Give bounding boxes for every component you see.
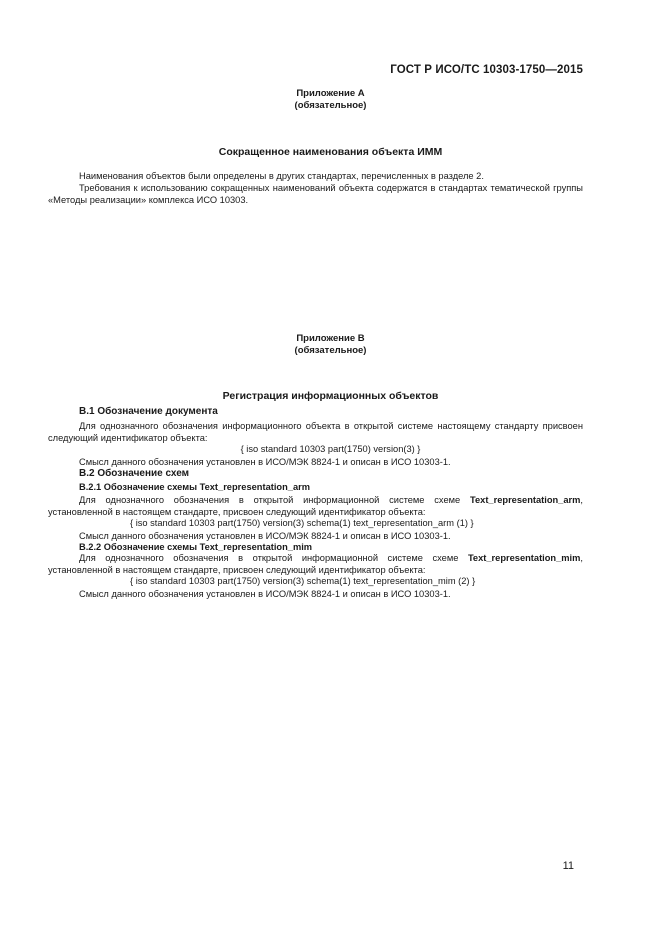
- section-b1-paragraph-2: Смысл данного обозначения установлен в ИСО/МЭК 8824-1 и описан в ИСО 10303-1.: [79, 457, 451, 467]
- standard-code: ГОСТ Р ИСО/ТС 10303-1750—2015: [390, 64, 583, 76]
- section-b1-identifier: { iso standard 10303 part(1750) version(3) }: [240, 444, 421, 454]
- annex-b-status: (обязательное): [294, 345, 367, 356]
- section-b1-title: В.1 Обозначение документа: [79, 406, 218, 417]
- annex-a-heading: Сокращенное наименования объекта ИММ: [218, 146, 443, 158]
- section-b21-identifier: { iso standard 10303 part(1750) version(3) schema(1) text_representation_arm (1) }: [130, 518, 474, 528]
- section-b22-title: В.2.2 Обозначение схемы Text_representation_mim: [79, 542, 313, 552]
- annex-a-paragraph-1: Наименования объектов были определены в других стандартах, перечисленных в разделе 2.: [79, 171, 484, 181]
- schema-name-arm: Text_representation_arm: [470, 495, 581, 505]
- section-b21-paragraph-1: Для однозначного обозначения в открытой информационной системе схеме Text_representation_arm, установленной в настоящем стандарте, присвоен следующий идентификатор объекта:: [48, 495, 583, 517]
- annex-b-heading: Регистрация информационных объектов: [222, 390, 439, 402]
- section-b21-title: В.2.1 Обозначение схемы Text_representation_arm: [79, 482, 310, 492]
- schema-name-mim: Text_representation_mim: [467, 553, 581, 563]
- section-b22-paragraph-1: Для однозначного обозначения в открытой информационной системе схеме Text_representation_mim, установленной в настоящем стандарте, присвоен следующий идентификатор объекта:: [48, 553, 583, 575]
- annex-a-status: (обязательное): [294, 100, 367, 111]
- annex-b-title: Приложение В: [296, 333, 365, 344]
- annex-a-title: Приложение А: [296, 88, 365, 99]
- annex-a-paragraph-2: Требования к использованию сокращенных наименований объекта содержатся в стандартах тематической группы «Методы реализации» комплекса ИСО 10303.: [48, 183, 583, 205]
- section-b21-paragraph-2: Смысл данного обозначения установлен в ИСО/МЭК 8824-1 и описан в ИСО 10303-1.: [79, 531, 451, 541]
- section-b2-title: В.2 Обозначение схем: [79, 468, 190, 479]
- page-number: 11: [562, 860, 574, 872]
- section-b22-paragraph-2: Смысл данного обозначения установлен в ИСО/МЭК 8824-1 и описан в ИСО 10303-1.: [79, 589, 451, 599]
- section-b22-identifier: { iso standard 10303 part(1750) version(3) schema(1) text_representation_mim (2) }: [130, 576, 476, 586]
- section-b1-paragraph-1: Для однозначного обозначения информационного объекта в открытой системе настоящему стандарту присвоен следующий идентификатор объекта:: [48, 421, 583, 443]
